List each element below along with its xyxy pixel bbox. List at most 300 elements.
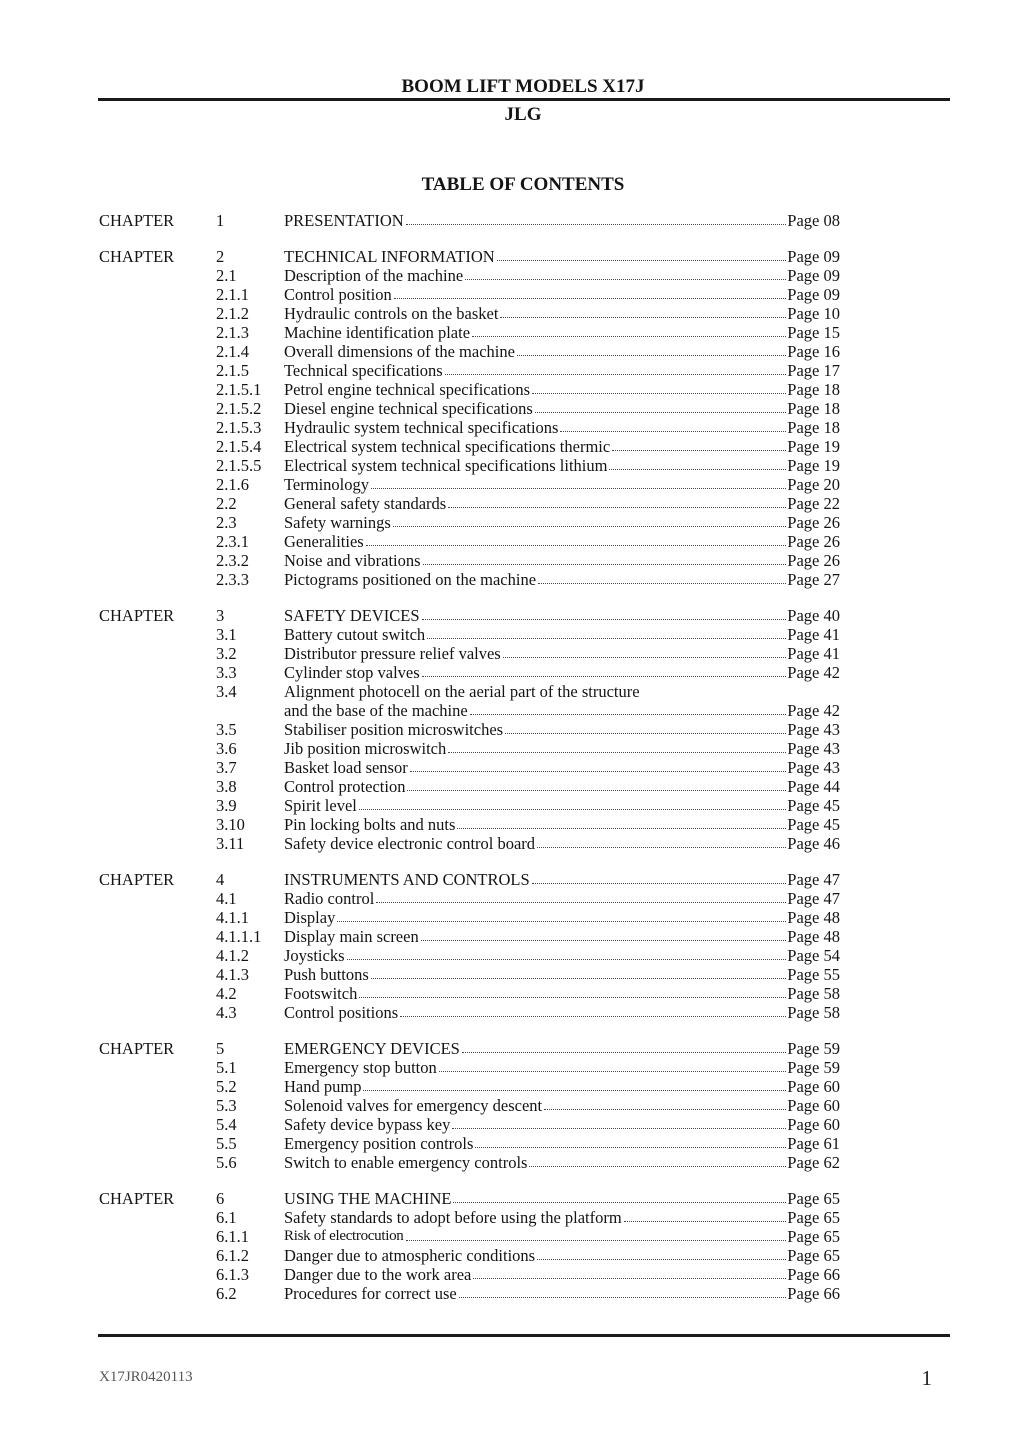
dot-leader: [532, 380, 786, 394]
toc-entry-title: Battery cutout switch: [284, 625, 426, 644]
toc-page-ref: Page 26: [787, 532, 840, 551]
toc-entry: [284, 494, 840, 513]
toc-entry: [284, 927, 840, 946]
toc-entry-title: Procedures for correct use: [284, 1284, 457, 1303]
toc-page-ref: Page 48: [787, 908, 840, 927]
toc-row: [0, 758, 1024, 777]
toc-entry: [284, 758, 840, 777]
toc-section-number: 5: [216, 1039, 225, 1058]
toc-row: [0, 1208, 1024, 1227]
toc-section-number: 2.1.2: [216, 304, 249, 323]
toc-entry: [284, 475, 840, 494]
toc-entry-title: Generalities: [284, 532, 364, 551]
toc-entry-title: Diesel engine technical specifications: [284, 399, 533, 418]
toc-entry: [284, 418, 840, 437]
toc-row: [0, 1058, 1024, 1077]
toc-section-number: 5.3: [216, 1096, 237, 1115]
toc-section-number: 4.1.1.1: [216, 927, 262, 946]
toc-row: [0, 796, 1024, 815]
toc-entry: [284, 570, 840, 589]
dot-leader: [445, 361, 787, 375]
toc-page-ref: Page 61: [787, 1134, 840, 1153]
dot-leader: [363, 1077, 786, 1091]
dot-leader: [393, 513, 787, 527]
toc-row: [0, 908, 1024, 927]
toc-row: [0, 682, 1024, 701]
toc-page-ref: Page 19: [787, 437, 840, 456]
toc-row: [0, 418, 1024, 437]
toc-chapter-label: CHAPTER: [99, 247, 175, 266]
toc-page-ref: Page 43: [787, 739, 840, 758]
toc-section-number: 4.1: [216, 889, 237, 908]
toc-entry: [284, 1265, 840, 1284]
toc-row: [0, 1153, 1024, 1172]
toc-section-number: 3.10: [216, 815, 245, 834]
toc-page-ref: Page 42: [787, 663, 840, 682]
toc-row: [0, 399, 1024, 418]
toc-section-number: 3.4: [216, 682, 237, 701]
toc-page-ref: Page 59: [787, 1058, 840, 1077]
toc-row: [0, 625, 1024, 644]
toc-entry-title: Basket load sensor: [284, 758, 408, 777]
toc-entry-title: Terminology: [284, 475, 369, 494]
toc-entry-title: Pictograms positioned on the machine: [284, 570, 537, 589]
toc-row: [0, 285, 1024, 304]
toc-entry-title: Cylinder stop valves: [284, 663, 420, 682]
toc-section-number: 4.1.1: [216, 908, 249, 927]
toc-entry: [284, 342, 840, 361]
toc-page-ref: Page 18: [787, 399, 840, 418]
toc-entry: [284, 946, 840, 965]
toc-section-number: 6.1: [216, 1208, 237, 1227]
toc-row: [0, 513, 1024, 532]
toc-entry-title: Control positions: [284, 1003, 399, 1022]
dot-leader: [459, 1284, 787, 1298]
dot-leader: [470, 701, 787, 715]
toc-section-number: 5.4: [216, 1115, 237, 1134]
toc-entry-title: Risk of electrocution: [284, 1228, 404, 1244]
toc-page-ref: Page 60: [787, 1096, 840, 1115]
toc-page-ref: Page 41: [787, 625, 840, 644]
toc-entry-title: Spirit level: [284, 796, 357, 815]
toc-section-number: 2.1.4: [216, 342, 249, 361]
toc-entry-title: Overall dimensions of the machine: [284, 342, 515, 361]
toc-row: [0, 456, 1024, 475]
toc-entry-title: General safety standards: [284, 494, 447, 513]
toc-section-number: 5.5: [216, 1134, 237, 1153]
dot-leader: [376, 889, 786, 903]
toc-row: [0, 1284, 1024, 1303]
toc-page-ref: Page 09: [787, 266, 840, 285]
toc-heading: TABLE OF CONTENTS: [421, 174, 625, 195]
toc-section-number: 2.2: [216, 494, 237, 513]
toc-entry: [284, 1153, 840, 1172]
toc-entry-title: Display main screen: [284, 927, 419, 946]
toc-entry-title: and the base of the machine: [284, 701, 468, 720]
toc-entry: [284, 984, 840, 1003]
toc-section-number: 3.11: [216, 834, 245, 853]
dot-leader: [359, 796, 786, 810]
toc-page-ref: Page 10: [787, 304, 840, 323]
toc-entry: [284, 456, 840, 475]
toc-row: [0, 1246, 1024, 1265]
toc-row: [0, 304, 1024, 323]
dot-leader: [371, 965, 786, 979]
toc-entry-title: Hand pump: [284, 1077, 362, 1096]
toc-page-ref: Page 43: [787, 720, 840, 739]
toc-page-ref: Page 19: [787, 456, 840, 475]
toc-page-ref: Page 08: [787, 211, 840, 230]
dot-leader: [457, 815, 786, 829]
toc-entry: [284, 625, 840, 644]
toc-entry: [284, 663, 840, 682]
toc-row: [0, 475, 1024, 494]
toc-row: [0, 437, 1024, 456]
toc-row: [0, 361, 1024, 380]
toc-page-ref: Page 59: [787, 1039, 840, 1058]
toc-row: [0, 1003, 1024, 1022]
dot-leader: [517, 342, 786, 356]
toc-entry: [284, 739, 840, 758]
toc-entry: [284, 247, 840, 266]
toc-section-number: 2.1.5.3: [216, 418, 262, 437]
toc-chapter-row: [0, 606, 1024, 625]
dot-leader: [448, 739, 786, 753]
toc-entry: [284, 304, 840, 323]
toc-section-number: 6: [216, 1189, 225, 1208]
toc-row: [0, 777, 1024, 796]
toc-row: [0, 551, 1024, 570]
toc-section-number: 5.6: [216, 1153, 237, 1172]
toc-entry: [284, 361, 840, 380]
document-title: BOOM LIFT MODELS X17J: [401, 76, 645, 97]
toc-entry: [284, 551, 840, 570]
toc-page-ref: Page 15: [787, 323, 840, 342]
toc-section-number: 2.1.5.2: [216, 399, 262, 418]
dot-leader: [452, 1115, 786, 1129]
toc-row: [0, 1265, 1024, 1284]
toc-entry: [284, 965, 840, 984]
toc-page-ref: Page 22: [787, 494, 840, 513]
toc-row: [0, 1096, 1024, 1115]
toc-entry-title: Emergency position controls: [284, 1134, 474, 1153]
dot-leader: [538, 570, 786, 584]
toc-entry: [284, 1189, 840, 1208]
toc-page-ref: Page 60: [787, 1077, 840, 1096]
toc-chapter-label: CHAPTER: [99, 1039, 175, 1058]
toc-row: [0, 720, 1024, 739]
toc-section-number: 6.2: [216, 1284, 237, 1303]
toc-entry-title: PRESENTATION: [284, 211, 404, 230]
toc-page-ref: Page 62: [787, 1153, 840, 1172]
toc-section-number: 5.1: [216, 1058, 237, 1077]
toc-entry-title: Danger due to the work area: [284, 1265, 472, 1284]
toc-entry-title: Safety device electronic control board: [284, 834, 536, 853]
toc-page-ref: Page 47: [787, 870, 840, 889]
toc-page-ref: Page 09: [787, 285, 840, 304]
toc-entry-title: Hydraulic controls on the basket: [284, 304, 499, 323]
toc-page-ref: Page 27: [787, 570, 840, 589]
dot-leader: [410, 758, 787, 772]
toc-page-ref: Page 54: [787, 946, 840, 965]
dot-leader: [537, 1246, 786, 1260]
toc-entry: [284, 889, 840, 908]
toc-entry-title: Electrical system technical specifications thermic: [284, 437, 611, 456]
dot-leader: [439, 1058, 787, 1072]
toc-section-number: 3.3: [216, 663, 237, 682]
dot-leader: [407, 777, 786, 791]
dot-leader: [505, 720, 786, 734]
toc-section-number: 6.1.1: [216, 1227, 249, 1246]
toc-entry: [284, 380, 840, 399]
toc-entry: [284, 1284, 840, 1303]
toc-section-number: 5.2: [216, 1077, 237, 1096]
toc-entry: [284, 1134, 840, 1153]
toc-page-ref: Page 65: [787, 1189, 840, 1208]
toc-entry: [284, 682, 840, 701]
toc-page-ref: Page 66: [787, 1284, 840, 1303]
dot-leader: [422, 663, 787, 677]
toc-chapter-row: [0, 1039, 1024, 1058]
dot-leader: [500, 304, 786, 318]
toc-page-ref: Page 20: [787, 475, 840, 494]
toc-page-ref: Page 60: [787, 1115, 840, 1134]
toc-entry: [284, 211, 840, 230]
dot-leader: [371, 475, 786, 489]
toc-row: [0, 946, 1024, 965]
toc-entry-title: Safety standards to adopt before using the platform: [284, 1208, 622, 1227]
dot-leader: [406, 211, 787, 225]
toc-page-ref: Page 65: [787, 1246, 840, 1265]
toc-list: [0, 211, 1024, 1303]
toc-entry: [284, 1003, 840, 1022]
dot-leader: [537, 834, 786, 848]
toc-page-ref: Page 40: [787, 606, 840, 625]
toc-row: [0, 323, 1024, 342]
toc-entry-title: Distributor pressure relief valves: [284, 644, 501, 663]
toc-section-number: 4.1.2: [216, 946, 249, 965]
toc-entry-title: Radio control: [284, 889, 375, 908]
toc-entry-title: Control position: [284, 285, 392, 304]
toc-entry-title: SAFETY DEVICES: [284, 606, 420, 625]
toc-entry-title: Emergency stop button: [284, 1058, 437, 1077]
toc-entry-title: Description of the machine: [284, 266, 464, 285]
toc-page-ref: Page 58: [787, 1003, 840, 1022]
toc-entry: [284, 720, 840, 739]
toc-entry-title: Hydraulic system technical specifications: [284, 418, 559, 437]
dot-leader: [544, 1096, 786, 1110]
toc-entry-title: Alignment photocell on the aerial part of the structure: [284, 682, 640, 701]
dot-leader: [529, 1153, 786, 1167]
toc-section-number: 4: [216, 870, 225, 889]
toc-section-number: 4.3: [216, 1003, 237, 1022]
toc-entry: [284, 1058, 840, 1077]
dot-leader: [503, 644, 787, 658]
toc-row: [0, 380, 1024, 399]
dot-leader: [394, 285, 787, 299]
toc-entry: [284, 1208, 840, 1227]
dot-leader: [473, 1265, 786, 1279]
toc-page-ref: Page 55: [787, 965, 840, 984]
toc-section-number: 2.1.5: [216, 361, 249, 380]
brand-name: JLG: [504, 104, 542, 125]
toc-row: [0, 663, 1024, 682]
toc-row: [0, 342, 1024, 361]
toc-section-number: 1: [216, 211, 225, 230]
dot-leader: [535, 399, 787, 413]
toc-page-ref: Page 46: [787, 834, 840, 853]
toc-entry: [284, 606, 840, 625]
toc-entry-title: Push buttons: [284, 965, 369, 984]
dot-leader: [423, 551, 787, 565]
toc-entry: [284, 1115, 840, 1134]
toc-section-number: 3: [216, 606, 225, 625]
toc-entry: [284, 1227, 840, 1246]
toc-row: [0, 644, 1024, 663]
toc-section-number: 2.3.1: [216, 532, 249, 551]
toc-section-number: 3.9: [216, 796, 237, 815]
toc-section-number: 4.2: [216, 984, 237, 1003]
toc-entry: [284, 644, 840, 663]
toc-row: [0, 532, 1024, 551]
toc-page-ref: Page 16: [787, 342, 840, 361]
dot-leader: [422, 606, 787, 620]
toc-entry-title: Stabiliser position microswitches: [284, 720, 504, 739]
header-rule: [98, 98, 950, 101]
toc-page-ref: Page 44: [787, 777, 840, 796]
toc-entry: [284, 399, 840, 418]
dot-leader: [472, 323, 786, 337]
toc-page-ref: Page 65: [787, 1227, 840, 1246]
toc-row: [0, 494, 1024, 513]
toc-chapter-row: [0, 211, 1024, 230]
toc-chapter-label: CHAPTER: [99, 870, 175, 889]
toc-section-number: 2.1: [216, 266, 237, 285]
toc-row: [0, 266, 1024, 285]
toc-entry-title: EMERGENCY DEVICES: [284, 1039, 460, 1058]
dot-leader: [560, 418, 786, 432]
dot-leader: [465, 266, 786, 280]
toc-entry: [284, 834, 840, 853]
toc-section-number: 2: [216, 247, 225, 266]
toc-page-ref: Page 47: [787, 889, 840, 908]
dot-leader: [400, 1003, 786, 1017]
toc-page-ref: Page 17: [787, 361, 840, 380]
toc-entry-title: Solenoid valves for emergency descent: [284, 1096, 543, 1115]
toc-entry-title: Petrol engine technical specifications: [284, 380, 531, 399]
toc-entry: [284, 266, 840, 285]
dot-leader: [453, 1189, 786, 1203]
toc-section-number: 3.1: [216, 625, 237, 644]
toc-row: [0, 570, 1024, 589]
toc-section-number: 6.1.3: [216, 1265, 249, 1284]
dot-leader: [406, 1227, 787, 1241]
toc-entry: [284, 1039, 840, 1058]
toc-section-number: 3.2: [216, 644, 237, 663]
toc-entry-title: INSTRUMENTS AND CONTROLS: [284, 870, 530, 889]
toc-row: [0, 984, 1024, 1003]
toc-entry-title: Footswitch: [284, 984, 358, 1003]
toc-chapter-row: [0, 870, 1024, 889]
toc-section-number: 6.1.2: [216, 1246, 249, 1265]
toc-page-ref: Page 18: [787, 418, 840, 437]
toc-section-number: 2.1.5.5: [216, 456, 262, 475]
dot-leader: [532, 870, 787, 884]
dot-leader: [475, 1134, 786, 1148]
dot-leader: [337, 908, 786, 922]
toc-entry: [284, 1096, 840, 1115]
toc-section-number: 3.8: [216, 777, 237, 796]
toc-section-number: 3.5: [216, 720, 237, 739]
dot-leader: [612, 437, 786, 451]
toc-section-number: 2.3: [216, 513, 237, 532]
dot-leader: [427, 625, 786, 639]
toc-entry: [284, 701, 840, 720]
toc-chapter-row: [0, 247, 1024, 266]
toc-entry-title: Machine identification plate: [284, 323, 471, 342]
toc-entry: [284, 285, 840, 304]
toc-entry: [284, 323, 840, 342]
toc-row: [0, 1077, 1024, 1096]
toc-page-ref: Page 66: [787, 1265, 840, 1284]
toc-entry-title: Noise and vibrations: [284, 551, 421, 570]
footer-rule: [98, 1334, 950, 1337]
dot-leader: [609, 456, 786, 470]
toc-row: [0, 1115, 1024, 1134]
toc-row: [0, 1227, 1024, 1246]
toc-page-ref: Page 26: [787, 551, 840, 570]
toc-chapter-label: CHAPTER: [99, 1189, 175, 1208]
toc-section-number: 2.1.1: [216, 285, 249, 304]
toc-entry-title: USING THE MACHINE: [284, 1189, 452, 1208]
toc-entry: [284, 513, 840, 532]
toc-entry: [284, 870, 840, 889]
toc-section-number: 2.1.5.1: [216, 380, 262, 399]
dot-leader: [497, 247, 787, 261]
toc-entry-title: Display: [284, 908, 336, 927]
toc-row: [0, 739, 1024, 758]
toc-entry: [284, 796, 840, 815]
toc-entry: [284, 1077, 840, 1096]
toc-row: [0, 1134, 1024, 1153]
toc-entry: [284, 815, 840, 834]
toc-row: [0, 701, 1024, 720]
toc-page-ref: Page 43: [787, 758, 840, 777]
toc-entry: [284, 532, 840, 551]
toc-entry-title: Pin locking bolts and nuts: [284, 815, 456, 834]
toc-section-number: 3.6: [216, 739, 237, 758]
toc-page-ref: Page 09: [787, 247, 840, 266]
toc-page-ref: Page 41: [787, 644, 840, 663]
toc-chapter-label: CHAPTER: [99, 606, 175, 625]
toc-entry-title: Electrical system technical specifications lithium: [284, 456, 608, 475]
toc-section-number: 4.1.3: [216, 965, 249, 984]
toc-page-ref: Page 45: [787, 796, 840, 815]
dot-leader: [624, 1208, 787, 1222]
toc-page-ref: Page 26: [787, 513, 840, 532]
dot-leader: [421, 927, 787, 941]
toc-section-number: 2.1.6: [216, 475, 249, 494]
dot-leader: [462, 1039, 786, 1053]
toc-entry-title: Jib position microswitch: [284, 739, 447, 758]
toc-page-ref: Page 65: [787, 1208, 840, 1227]
toc-section-number: 2.3.3: [216, 570, 249, 589]
toc-entry-title: Safety device bypass key: [284, 1115, 451, 1134]
toc-page-ref: Page 58: [787, 984, 840, 1003]
toc-entry-title: Switch to enable emergency controls: [284, 1153, 528, 1172]
toc-entry-title: Technical specifications: [284, 361, 443, 380]
toc-entry: [284, 908, 840, 927]
